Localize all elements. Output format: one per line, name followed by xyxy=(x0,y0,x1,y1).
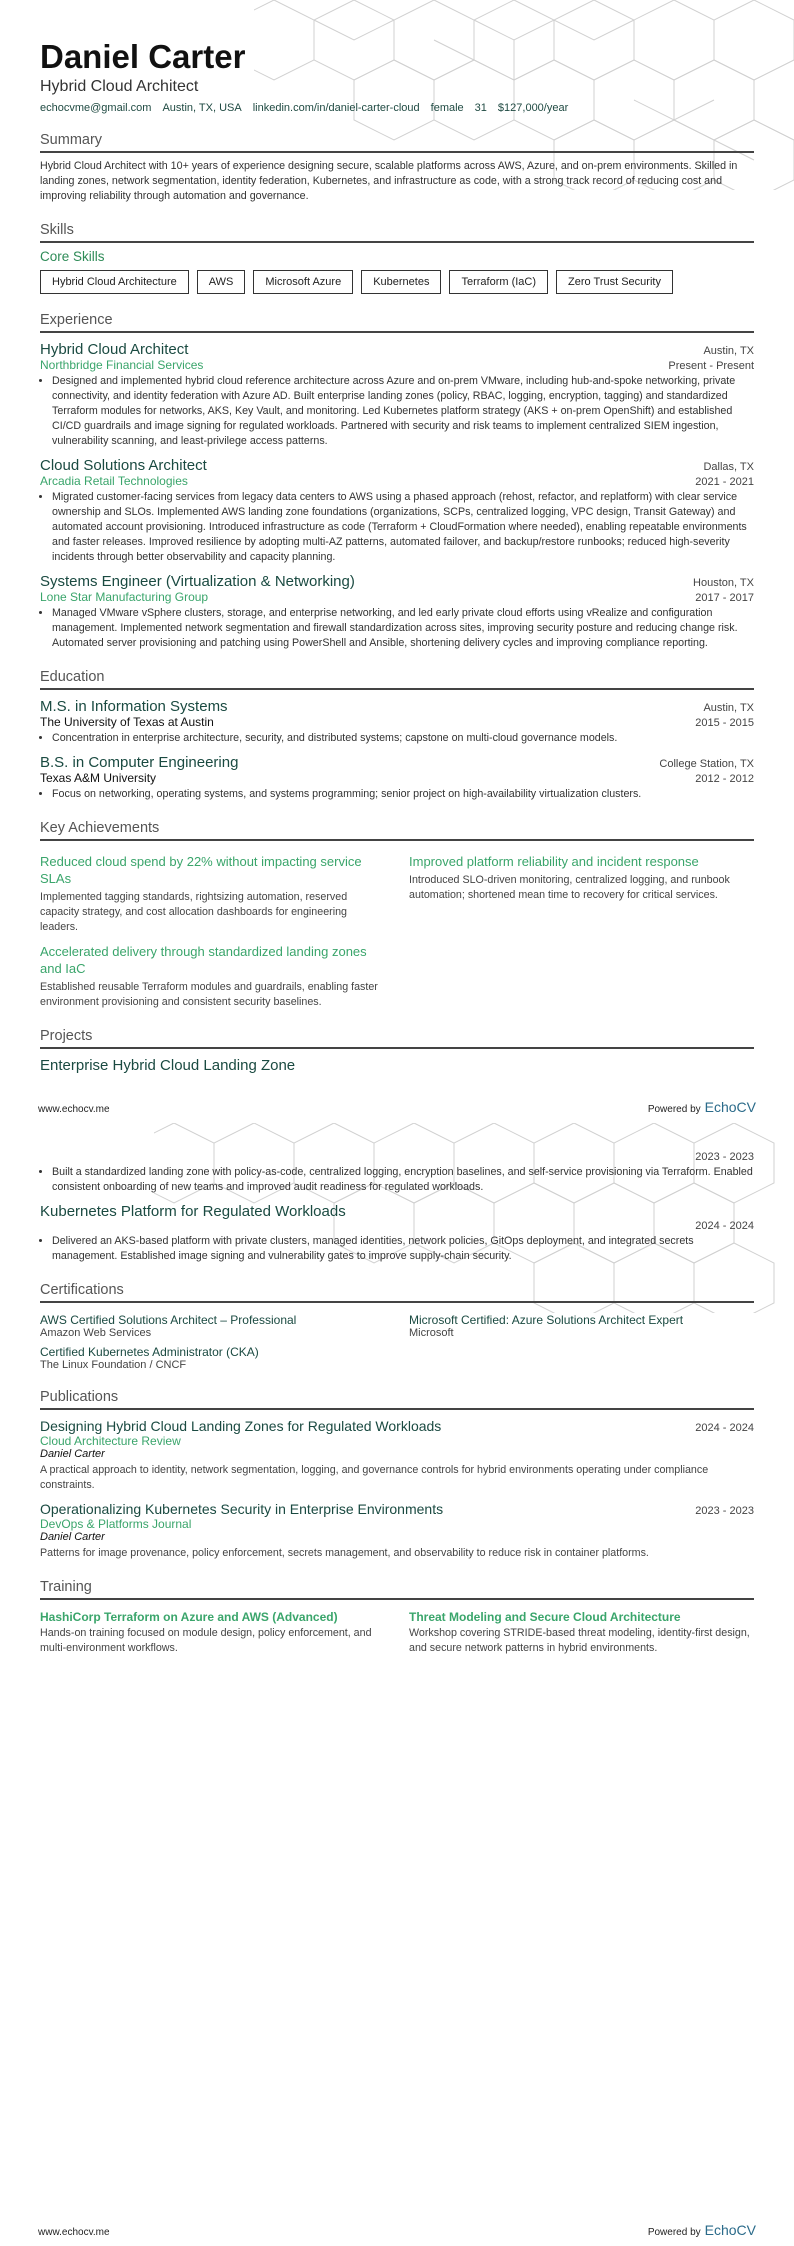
education-bullet: • Concentration in enterprise architecture, security, and distributed systems; capstone on multi-cloud governance models. xyxy=(52,731,754,746)
achievement-desc: Established reusable Terraform modules and guardrails, enabling faster environment provisioning and consistent security baselines. xyxy=(40,981,378,1008)
certification-item xyxy=(409,1307,754,1339)
skills-heading: Skills xyxy=(40,222,754,243)
education-dates: 2015 - 2015 xyxy=(695,717,754,729)
certification-org: Microsoft xyxy=(409,1327,454,1339)
publication-title: Operationalizing Kubernetes Security in Enterprise Environments xyxy=(40,1501,444,1517)
job-dates: Present - Present xyxy=(668,360,754,372)
project-entry xyxy=(40,1203,754,1264)
job-bullet: • Designed and implemented hybrid cloud reference architecture across Azure and on-prem VMware, including hub-and-spoke networking, private connectivity, and identity federation with Azure AD. Built enterprise landing zones (policy, RBAC, logging, encryption, tagging) and standardized Terraform modules for networks, AKS, Key Vault, and monitoring. Led Kubernetes platform strategy (AKS + on-prem OpenShift) and established CI/CD guardrails and image signing for regulated workloads. Partnered with security and risk teams to implement centralized SIEM ingestion, vulnerability scanning, and least-privilege access patterns. xyxy=(52,374,754,449)
candidate-role: Hybrid Cloud Architect xyxy=(40,78,199,95)
project-dates: 2023 - 2023 xyxy=(695,1151,754,1163)
location: Austin, TX, USA xyxy=(162,102,242,114)
education-heading: Education xyxy=(40,669,754,690)
job-title: Hybrid Cloud Architect xyxy=(40,341,189,358)
page-1-footer xyxy=(38,1099,756,1115)
certification-item xyxy=(40,1307,385,1339)
skill-chip: Terraform (IaC) xyxy=(449,270,548,294)
achievement-item xyxy=(40,935,385,1010)
achievement-title: Improved platform reliability and incident response xyxy=(409,854,699,869)
salary: $127,000/year xyxy=(497,102,569,114)
experience-heading: Experience xyxy=(40,312,754,333)
certification-name: Microsoft Certified: Azure Solutions Architect Expert xyxy=(409,1313,684,1327)
certification-item xyxy=(40,1339,385,1371)
brand-logo[interactable]: EchoCV xyxy=(704,2222,756,2238)
certifications-grid xyxy=(40,1307,754,1371)
school-name: The University of Texas at Austin xyxy=(40,715,214,729)
certifications-heading: Certifications xyxy=(40,1282,754,1303)
footer-site[interactable]: www.echocv.me xyxy=(38,2227,110,2238)
skill-chip: Kubernetes xyxy=(361,270,441,294)
page-1-content xyxy=(40,38,754,1074)
education-entry xyxy=(40,698,754,746)
gender: female xyxy=(430,102,464,114)
project-bullet: • Delivered an AKS-based platform with private clusters, managed identities, network policies, GitOps deployment, and integrated secrets management. Established image signing and vulnerability gates to improve supply-chain security. xyxy=(52,1234,754,1264)
company-name: Lone Star Manufacturing Group xyxy=(40,590,209,604)
age: 31 xyxy=(474,102,487,114)
project-dates: 2024 - 2024 xyxy=(695,1220,754,1232)
page-2-footer xyxy=(38,2222,756,2238)
training-desc: Workshop covering STRIDE-based threat modeling, identity-first design, and secure network patterns in hybrid environments. xyxy=(409,1627,750,1654)
project-bullet: • Built a standardized landing zone with policy-as-code, centralized logging, encryption baselines, and self-service provisioning via Terraform. Enabled consistent onboarding of new teams and improved audit readiness for regulated workloads. xyxy=(52,1165,754,1195)
skills-chips xyxy=(40,270,754,294)
skill-chip: AWS xyxy=(197,270,246,294)
company-name: Arcadia Retail Technologies xyxy=(40,474,188,488)
publication-author: Daniel Carter xyxy=(40,1448,105,1460)
experience-entry xyxy=(40,457,754,565)
education-entry xyxy=(40,754,754,802)
skills-group-title: Core Skills xyxy=(40,249,105,264)
publication-desc: A practical approach to identity, network segmentation, logging, and governance controls for hybrid environments operating under compliance constraints. xyxy=(40,1464,709,1491)
publication-venue: DevOps & Platforms Journal xyxy=(40,1517,192,1531)
publication-dates: 2024 - 2024 xyxy=(695,1422,754,1434)
school-name: Texas A&M University xyxy=(40,771,157,785)
achievements-heading: Key Achievements xyxy=(40,820,754,841)
achievement-title: Reduced cloud spend by 22% without impacting service SLAs xyxy=(40,854,362,886)
skill-chip: Microsoft Azure xyxy=(253,270,353,294)
job-dates: 2017 - 2017 xyxy=(695,592,754,604)
achievement-item xyxy=(40,845,385,935)
job-bullet: • Migrated customer-facing services from legacy data centers to AWS using a phased approach (rehost, refactor, and replatform) with clear service ownership and SLOs. Implemented AWS landing zone foundations (organizations, SCPs, centralized logging, VPC design, Transit Gateway) and automated account provisioning. Introduced infrastructure as code (Terraform + CloudFormation where needed), enabling repeatable environments and faster releases. Improved resilience by adopting multi-AZ patterns, automated failover, and backup/restore runbooks; reduced high-severity incidents through better observability and capacity planning. xyxy=(52,490,754,565)
summary-text: Hybrid Cloud Architect with 10+ years of experience designing secure, scalable platforms across AWS, Azure, and on-prem environments. Skilled in landing zones, network segmentation, identity federation, Kubernetes, and infrastructure as code, with a strong track record of reducing cost and improving reliability through automation and governance. xyxy=(40,160,738,202)
project-title: Enterprise Hybrid Cloud Landing Zone xyxy=(40,1057,296,1074)
school-location: College Station, TX xyxy=(659,758,754,770)
contact-line xyxy=(40,102,754,114)
publication-dates: 2023 - 2023 xyxy=(695,1505,754,1517)
publication-author: Daniel Carter xyxy=(40,1531,105,1543)
education-dates: 2012 - 2012 xyxy=(695,773,754,785)
job-location: Houston, TX xyxy=(693,577,754,589)
school-location: Austin, TX xyxy=(703,702,754,714)
publication-entry xyxy=(40,1501,754,1561)
publication-title: Designing Hybrid Cloud Landing Zones for Regulated Workloads xyxy=(40,1418,442,1434)
training-title: HashiCorp Terraform on Azure and AWS (Advanced) xyxy=(40,1610,338,1624)
training-heading: Training xyxy=(40,1579,754,1600)
skill-chip: Hybrid Cloud Architecture xyxy=(40,270,189,294)
linkedin-link[interactable]: linkedin.com/in/daniel-carter-cloud xyxy=(252,102,420,114)
powered-by: Powered by xyxy=(647,1104,701,1115)
candidate-name: Daniel Carter xyxy=(40,38,246,75)
publication-entry xyxy=(40,1418,754,1493)
job-dates: 2021 - 2021 xyxy=(695,476,754,488)
certification-name: Certified Kubernetes Administrator (CKA) xyxy=(40,1345,259,1359)
publications-heading: Publications xyxy=(40,1389,754,1410)
skill-chip: Zero Trust Security xyxy=(556,270,673,294)
achievement-item xyxy=(409,845,754,935)
resume-page-2 xyxy=(0,1123,794,2246)
training-grid xyxy=(40,1604,754,1656)
brand-logo[interactable]: EchoCV xyxy=(704,1099,756,1115)
training-title: Threat Modeling and Secure Cloud Architecture xyxy=(409,1610,681,1624)
email-link[interactable]: echocvme@gmail.com xyxy=(40,102,152,114)
job-location: Dallas, TX xyxy=(703,461,754,473)
training-desc: Hands-on training focused on module design, policy enforcement, and multi-environment workflows. xyxy=(40,1627,372,1654)
project-title: Kubernetes Platform for Regulated Workloads xyxy=(40,1203,346,1220)
training-item xyxy=(409,1604,754,1656)
degree: M.S. in Information Systems xyxy=(40,698,228,715)
job-location: Austin, TX xyxy=(703,345,754,357)
job-title: Cloud Solutions Architect xyxy=(40,457,207,474)
powered-by: Powered by xyxy=(647,2227,701,2238)
experience-entry xyxy=(40,573,754,651)
certification-org: Amazon Web Services xyxy=(40,1327,152,1339)
certification-name: AWS Certified Solutions Architect – Professional xyxy=(40,1313,297,1327)
training-item xyxy=(40,1604,385,1656)
achievement-desc: Introduced SLO-driven monitoring, centralized logging, and runbook automation; shortened mean time to recovery for critical services. xyxy=(409,874,730,901)
projects-heading: Projects xyxy=(40,1028,754,1049)
job-title: Systems Engineer (Virtualization & Networking) xyxy=(40,573,355,590)
achievement-title: Accelerated delivery through standardized landing zones and IaC xyxy=(40,944,367,976)
achievement-desc: Implemented tagging standards, rightsizing automation, reserved capacity strategy, and cost allocation dashboards for engineering leaders. xyxy=(40,891,348,933)
experience-entry xyxy=(40,341,754,449)
publication-venue: Cloud Architecture Review xyxy=(40,1434,181,1448)
achievements-grid xyxy=(40,845,754,1010)
page-2-content xyxy=(40,1151,754,1656)
degree: B.S. in Computer Engineering xyxy=(40,754,239,771)
education-bullet: • Focus on networking, operating systems, and systems programming; senior project on high-availability virtualization clusters. xyxy=(52,787,754,802)
company-name: Northbridge Financial Services xyxy=(40,358,204,372)
summary-heading: Summary xyxy=(40,132,754,153)
footer-site[interactable]: www.echocv.me xyxy=(38,1104,110,1115)
publication-desc: Patterns for image provenance, policy enforcement, secrets management, and observability to reduce risk in container platforms. xyxy=(40,1547,649,1559)
certification-org: The Linux Foundation / CNCF xyxy=(40,1359,187,1371)
job-bullet: • Managed VMware vSphere clusters, storage, and enterprise networking, and led early private cloud efforts using vRealize and configuration management. Implemented network segmentation and firewall standardization across sites, improving security posture and reducing change risk. Automated server provisioning and patching using PowerShell and Ansible, shortening delivery cycles and improving compliance reporting. xyxy=(52,606,754,651)
